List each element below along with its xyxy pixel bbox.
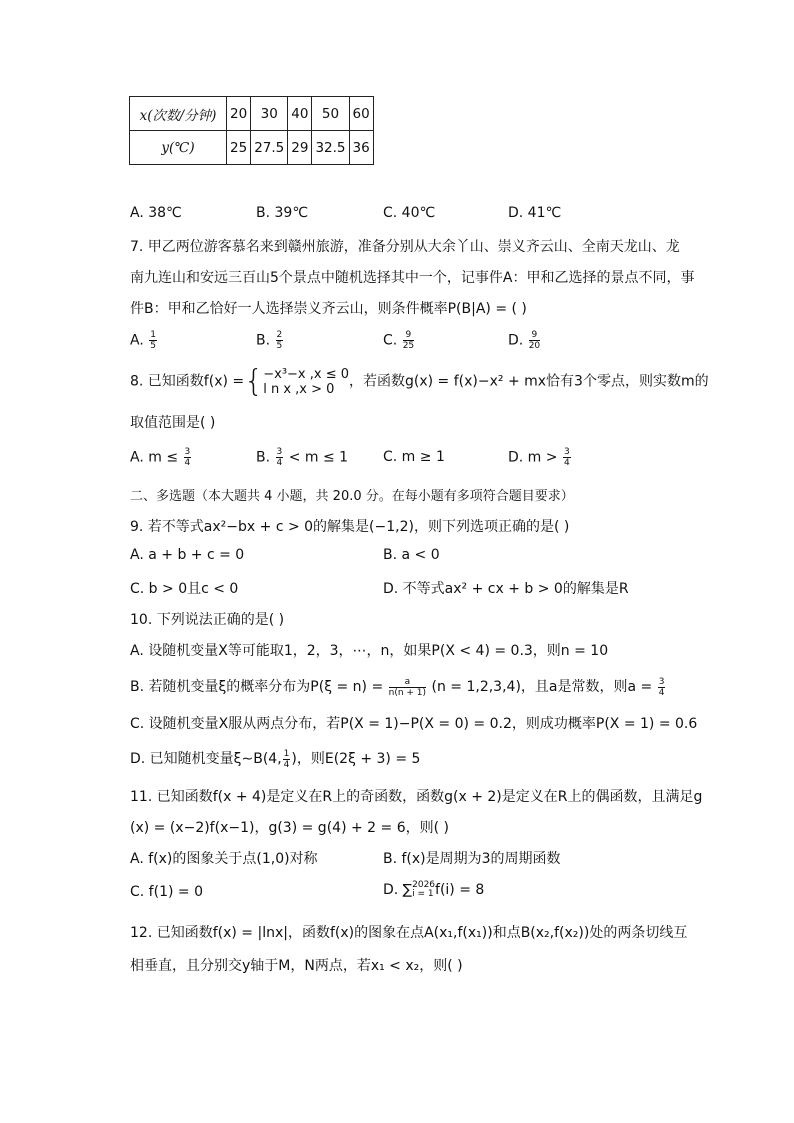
q8-line-2: 取值范围是( ) (130, 415, 216, 431)
q9-stem: 9. 若不等式ax²−bx + c > 0的解集是(−1,2)，则下列选项正确的是( ) (130, 519, 570, 535)
q11-option-d: D. ∑ 2026 i = 1 f(i) = 8 (383, 880, 485, 899)
table-row (130, 131, 374, 165)
table-cell: 40 (288, 97, 312, 131)
q6-option-d: D. 41℃ (508, 205, 562, 221)
q6-option-a: A. 38℃ (130, 205, 182, 221)
table-cell: 50 (312, 97, 349, 131)
q8-line-1: 8. 已知函数f(x) ={ −x³−x ,x ≤ 0 l n x ,x > 0 ，若函数g(x) = f(x)−x² + mx恰有3个零点，则实数m的 (130, 364, 709, 399)
q11-option-b: B. f(x)是周期为3的周期函数 (383, 851, 561, 867)
q7-option-a: A. $\frac{1}{5}$ (130, 330, 156, 351)
q6-option-b: B. 39℃ (256, 205, 309, 221)
q9-option-b: B. a < 0 (383, 547, 440, 563)
table-cell: 36 (349, 131, 373, 165)
table-cell: 32.5 (312, 131, 349, 165)
q8-option-b: B. $\frac{3}{4}$ < m ≤ 1 (256, 447, 349, 468)
data-table (129, 96, 374, 165)
table-cell: 30 (251, 97, 288, 131)
q7-line-3: 件B：甲和乙恰好一人选择崇义齐云山，则条件概率P(B|A) = ( ) (130, 301, 527, 317)
q10-option-b: B. 若随机变量ξ的概率分布为P(ξ = n) = $\frac{a}{n(n + 1)}$ (n = 1,2,3,4)，且a是常数，则a = $\frac{3}{4}$ (130, 676, 665, 698)
q11-line-2: (x) = (x−2)f(x−1)，g(3) = g(4) + 2 = 6，则( ) (130, 820, 449, 836)
section-heading: 二、多选题（本大题共 4 小题，共 20.0 分。在每小题有多项符合题目要求） (130, 489, 574, 504)
q10-option-a: A. 设随机变量X等可能取1，2，3，⋯，n，如果P(X < 4) = 0.3，则n = 10 (130, 643, 609, 659)
q11-line-1: 11. 已知函数f(x + 4)是定义在R上的奇函数，函数g(x + 2)是定义在R上的偶函数，且满足g (130, 789, 703, 805)
q10-stem: 10. 下列说法正确的是( ) (130, 612, 285, 628)
q6-option-c: C. 40℃ (383, 205, 436, 221)
q8-option-c: C. m ≥ 1 (383, 449, 445, 465)
q7-option-c: C. $\frac{9}{25}$ (383, 330, 415, 351)
table-row (130, 97, 374, 131)
table-cell: 29 (288, 131, 312, 165)
table-cell: 60 (349, 97, 373, 131)
q12-line-2: 相垂直，且分别交y轴于M，N两点，若x₁ < x₂，则( ) (130, 958, 463, 974)
table-cell: 20 (227, 97, 251, 131)
table-cell: 27.5 (251, 131, 288, 165)
q8-option-a: A. m ≤ $\frac{3}{4}$ (130, 447, 191, 468)
q9-option-d: D. 不等式ax² + cx + b > 0的解集是R (383, 581, 629, 597)
q10-option-c: C. 设随机变量X服从两点分布，若P(X = 1)−P(X = 0) = 0.2，则成功概率P(X = 1) = 0.6 (130, 716, 698, 732)
q7-line-1: 7. 甲乙两位游客慕名来到赣州旅游，准备分别从大余丫山、崇义齐云山、全南天龙山、龙 (130, 239, 680, 255)
q9-option-a: A. a + b + c = 0 (130, 547, 245, 563)
q9-option-c: C. b > 0且c < 0 (130, 581, 239, 597)
q8-option-d: D. m > $\frac{3}{4}$ (508, 447, 570, 468)
q11-option-c: C. f(1) = 0 (130, 884, 203, 900)
table-cell: 25 (227, 131, 251, 165)
q7-line-2: 南九连山和安远三百山5个景点中随机选择其中一个，记事件A：甲和乙选择的景点不同，事 (130, 270, 695, 286)
q11-option-a: A. f(x)的图象关于点(1,0)对称 (130, 851, 318, 867)
q10-option-d: D. 已知随机变量ξ∼B(4, $\frac{1}{4}$ )，则E(2ξ + 3) = 5 (130, 748, 421, 770)
q7-option-b: B. $\frac{2}{5}$ (256, 330, 283, 351)
q7-option-d: D. $\frac{9}{20}$ (508, 330, 541, 351)
table-header-y: y(℃) (130, 131, 227, 165)
q12-line-1: 12. 已知函数f(x) = |lnx|，函数f(x)的图象在点A(x₁,f(x₁))和点B(x₂,f(x₂))处的两条切线互 (130, 925, 688, 941)
table-header-x: x(次数/分钟) (130, 97, 227, 131)
